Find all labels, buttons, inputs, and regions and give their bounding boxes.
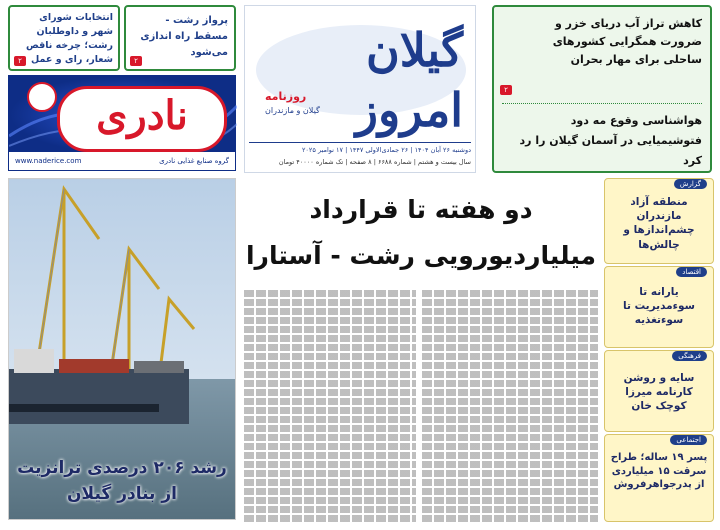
sidebar-item-text: سایه و روشن کارنامه میرزا کوچک خان <box>623 372 695 413</box>
teaser-smog[interactable]: هواشناسی وقوع مه دود فتوشیمیایی در آسمان گیلان را رد کرد <box>519 114 702 167</box>
main-headline-line1: دو هفته تا قرارداد <box>309 195 533 224</box>
masthead-title: گیلان امروز <box>355 23 463 137</box>
sidebar-item-text: یارانه تا سوءمدیریت تا سوءتغذیه <box>623 286 695 327</box>
news-teaser-flight[interactable] <box>124 5 236 71</box>
article-column-right <box>422 290 598 522</box>
top-right-news-box <box>492 5 712 173</box>
sidebar-item-economy[interactable] <box>604 266 714 348</box>
ad-footer <box>9 152 235 170</box>
page-number-badge: ۲ <box>14 56 26 66</box>
brand-emblem-icon <box>27 82 57 112</box>
teaser-text: پرواز رشت - مسقط راه اندازی می‌شود <box>140 15 228 58</box>
sidebar-item-text: منطقه آزاد مازندران چشم‌اندازها و چالش‌ها <box>623 196 695 251</box>
photo-caption-line2: از بنادر گیلان <box>67 484 177 504</box>
main-headline[interactable] <box>244 190 598 276</box>
sidebar-item-text: پسر ۱۹ ساله؛ طراح سرقت ۱۵ میلیاردی از پدرجواهرفروش <box>610 452 708 490</box>
lead-photo-port <box>8 178 236 520</box>
page-number-badge: ۲ <box>130 56 142 66</box>
masthead-region: گیلان و مازندران <box>265 106 320 115</box>
newspaper-masthead <box>244 5 476 173</box>
photo-caption <box>9 455 235 507</box>
ad-url[interactable]: www.naderice.com <box>15 157 82 165</box>
photo-caption-line1: رشد ۲۰۶ درصدی ترانزیت <box>17 458 227 478</box>
page-number-badge: ۲ <box>500 85 512 95</box>
sidebar-item-label: فرهنگی <box>672 351 707 361</box>
teaser-text: انتخابات شورای شهر و داوطلبان رشت؛ چرخه ناقص شعار، رای و عمل <box>26 12 113 65</box>
sidebar-item-report[interactable] <box>604 178 714 264</box>
masthead-date: دوشنبه ۲۶ آبان ۱۴۰۴ | ۲۶ جمادی‌الاولی ۱۴۴۷ | ۱۷ نوامبر ۲۰۲۵ <box>249 142 471 155</box>
main-headline-line2: میلیاردیورویی رشت - آستارا <box>245 241 596 270</box>
article-column-left <box>244 290 416 522</box>
masthead-logo <box>251 10 471 137</box>
sidebar-item-label: اقتصاد <box>676 267 707 277</box>
advertisement-naderi[interactable] <box>8 75 236 171</box>
sidebar-item-social[interactable] <box>604 434 714 522</box>
news-teaser-city-council[interactable] <box>8 5 120 71</box>
sidebar-item-culture[interactable] <box>604 350 714 432</box>
masthead-subtitle: روزنامه <box>265 90 307 103</box>
masthead-issue: سال بیست و هشتم | شماره ۶۶۸۸ | ۸ صفحه | تک شماره ۴۰۰۰۰ تومان <box>278 158 471 166</box>
sidebar-item-label: گزارش <box>674 179 707 189</box>
teaser-caspian[interactable]: کاهش تراز آب دریای خزر و ضرورت همگرایی کشورهای ساحلی برای مهار بحران <box>552 17 702 66</box>
sidebar-item-label: اجتماعی <box>670 435 707 445</box>
brand-name: نادری <box>96 92 188 139</box>
ad-tagline: گروه صنایع غذایی نادری <box>159 157 229 165</box>
divider <box>502 103 702 104</box>
